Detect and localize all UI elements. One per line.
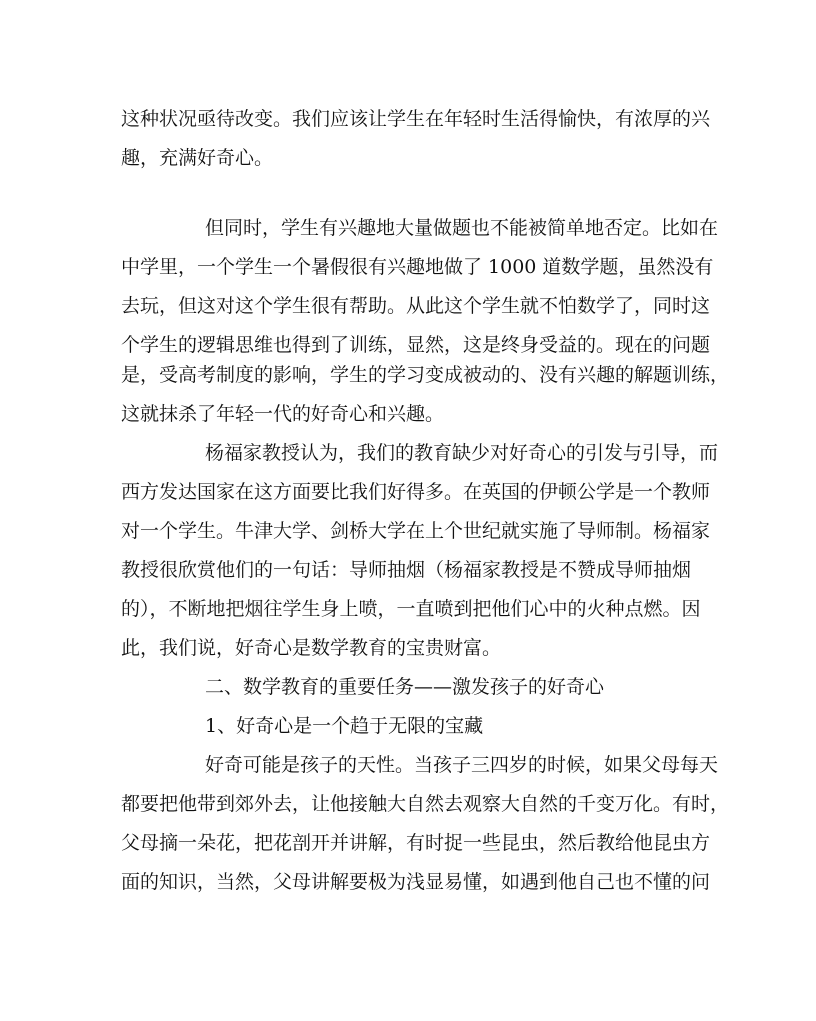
text-line: 对一个学生。牛津大学、剑桥大学在上个世纪就实施了导师制。杨福家 (121, 520, 711, 542)
text-line: 面的知识，当然，父母讲解要极为浅显易懂，如遇到他自己也不懂的问 (121, 871, 711, 893)
text-line: 都要把他带到郊外去，让他接触大自然去观察大自然的千变万化。有时， (121, 793, 730, 815)
text-line: 的），不断地把烟往学生身上喷，一直喷到把他们心中的火种点燃。因 (121, 598, 701, 620)
text-line: 西方发达国家在这方面要比我们好得多。在英国的伊顿公学是一个教师 (121, 481, 711, 503)
text-line: 个学生的逻辑思维也得到了训练，显然，这是终身受益的。现在的问题 (121, 334, 711, 356)
text-line: 杨福家教授认为，我们的教育缺少对好奇心的引发与引导，而 (205, 442, 719, 464)
text-line: 是，受高考制度的影响，学生的学习变成被动的、没有兴趣的解题训练， (121, 364, 730, 386)
text-line: 但同时，学生有兴趣地大量做题也不能被简单地否定。比如在 (205, 217, 719, 239)
text-line: 中学里，一个学生一个暑假很有兴趣地做了 1000 道数学题，虽然没有 (121, 256, 714, 278)
text-line: 这种状况亟待改变。我们应该让学生在年轻时生活得愉快，有浓厚的兴 (121, 108, 711, 130)
text-line: 趣，充满好奇心。 (121, 147, 274, 169)
text-line: 父母摘一朵花，把花剖开并讲解，有时捉一些昆虫，然后教给他昆虫方 (121, 832, 711, 854)
subsection-heading: 1、好奇心是一个趋于无限的宝藏 (205, 715, 484, 737)
section-heading: 二、数学教育的重要任务——激发孩子的好奇心 (205, 676, 605, 698)
text-line: 教授很欣赏他们的一句话：导师抽烟（杨福家教授是不赞成导师抽烟 (121, 559, 692, 581)
text-line: 去玩，但这对这个学生很有帮助。从此这个学生就不怕数学了，同时这 (121, 295, 711, 317)
text-line: 这就抹杀了年轻一代的好奇心和兴趣。 (121, 403, 445, 425)
text-line: 好奇可能是孩子的天性。当孩子三四岁的时候，如果父母每天 (205, 754, 719, 776)
text-line: 此，我们说，好奇心是数学教育的宝贵财富。 (121, 637, 502, 659)
